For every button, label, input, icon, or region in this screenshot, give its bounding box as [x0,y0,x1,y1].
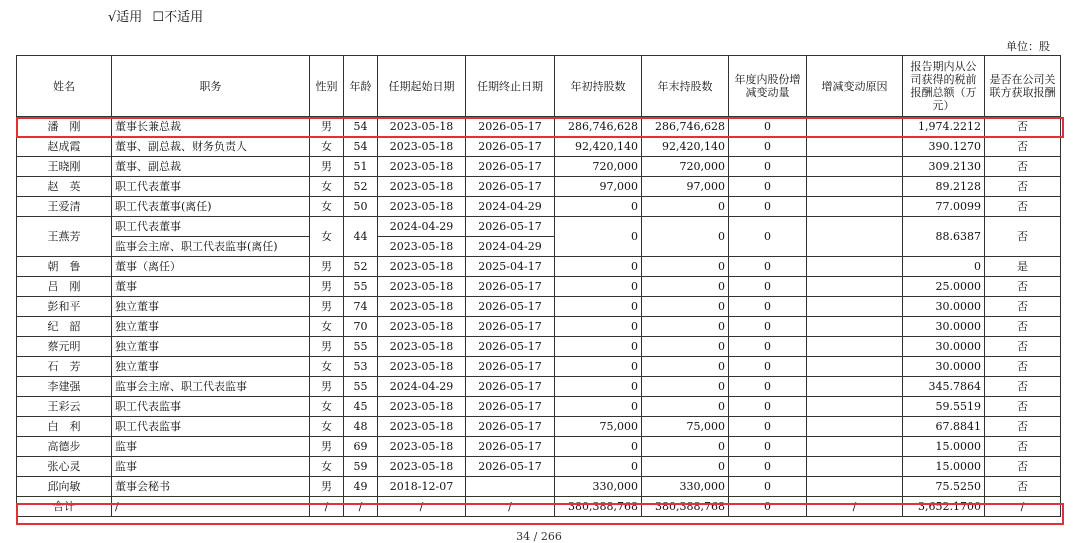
cell-change: 0 [729,137,807,157]
cell-end-shares: 0 [642,377,729,397]
cell-start: 2023-05-18 [378,357,466,377]
cell-change: 0 [729,177,807,197]
cell-start: 2023-05-18 [378,437,466,457]
cell-end-shares: 0 [642,217,729,257]
cell-related: 否 [985,297,1061,317]
cell-change: 0 [729,477,807,497]
cell-begin-shares: 0 [555,337,642,357]
cell-title: 董事、副总裁、财务负责人 [112,137,310,157]
cell-change: 0 [729,317,807,337]
table-row [17,297,1061,317]
cell-reason [807,157,903,177]
table-row [17,377,1061,397]
shareholding-table [16,55,1061,517]
cell-reason [807,277,903,297]
cell-start: 2023-05-18 [378,277,466,297]
cell-gender: 女 [310,317,344,337]
cell-start: 2023-05-18 [378,117,466,137]
cell-start: 2023-05-18 [378,257,466,277]
table-row [17,157,1061,177]
cell-gender: 女 [310,457,344,477]
cell-related: 否 [985,277,1061,297]
cell-start: 2023-05-18 [378,417,466,437]
cell-reason [807,337,903,357]
cell-end-shares: 330,000 [642,477,729,497]
cell-pay: 30.0000 [903,297,985,317]
cell-related: 否 [985,477,1061,497]
cell-name: 赵成霞 [17,137,112,157]
cell-end: 2026-05-17 [466,177,555,197]
cell-begin-shares: 0 [555,217,642,257]
cell-begin-shares: 380,388,768 [555,497,642,517]
cell-pay: 25.0000 [903,277,985,297]
cell-gender: 男 [310,337,344,357]
cell-name: 王爱清 [17,197,112,217]
cell-pay: 0 [903,257,985,277]
cell-begin-shares: 0 [555,397,642,417]
cell-title: 独立董事 [112,317,310,337]
cell-begin-shares: 0 [555,317,642,337]
cell-end-shares: 0 [642,317,729,337]
column-header: 职务 [112,56,310,117]
table-row [17,177,1061,197]
cell-gender: 男 [310,377,344,397]
cell-end: 2026-05-17 [466,317,555,337]
cell-pay: 390.1270 [903,137,985,157]
cell-gender: 女 [310,417,344,437]
cell-begin-shares: 0 [555,197,642,217]
cell-name: 潘 刚 [17,117,112,137]
cell-title: 独立董事 [112,297,310,317]
cell-related: / [985,497,1061,517]
cell-age: 59 [344,457,378,477]
cell-end: 2026-05-17 [466,217,555,237]
cell-start: 2023-05-18 [378,457,466,477]
cell-related: 否 [985,397,1061,417]
cell-age: 74 [344,297,378,317]
table-row [17,277,1061,297]
cell-gender: 女 [310,197,344,217]
cell-related: 否 [985,177,1061,197]
cell-related: 否 [985,157,1061,177]
cell-name: 吕 刚 [17,277,112,297]
cell-gender: 女 [310,177,344,197]
cell-end [466,477,555,497]
cell-reason [807,477,903,497]
cell-end: 2026-05-17 [466,457,555,477]
cell-age: 55 [344,377,378,397]
cell-end-shares: 75,000 [642,417,729,437]
cell-start: 2023-05-18 [378,137,466,157]
cell-pay: 1,974.2212 [903,117,985,137]
cell-age: 55 [344,277,378,297]
cell-title: / [112,497,310,517]
cell-title: 董事 [112,277,310,297]
cell-end-shares: 0 [642,337,729,357]
cell-end-shares: 720,000 [642,157,729,177]
cell-related: 否 [985,117,1061,137]
cell-reason [807,457,903,477]
cell-end-shares: 0 [642,437,729,457]
cell-change: 0 [729,297,807,317]
cell-related: 否 [985,137,1061,157]
table-body [17,117,1061,517]
cell-start: 2023-05-18 [378,297,466,317]
cell-gender: 女 [310,217,344,257]
cell-gender: 男 [310,117,344,137]
cell-name: 邱向敏 [17,477,112,497]
total-row [17,497,1061,517]
cell-pay: 30.0000 [903,317,985,337]
cell-pay: 15.0000 [903,457,985,477]
cell-change: 0 [729,377,807,397]
column-header: 报告期内从公司获得的税前报酬总额（万元） [903,56,985,117]
cell-start: 2023-05-18 [378,197,466,217]
cell-reason [807,137,903,157]
cell-reason [807,197,903,217]
cell-name: 赵 英 [17,177,112,197]
applicable-checked: √适用 [108,10,143,25]
cell-age: 52 [344,257,378,277]
cell-age: 45 [344,397,378,417]
cell-reason [807,417,903,437]
cell-title: 董事长兼总裁 [112,117,310,137]
cell-age: 49 [344,477,378,497]
cell-begin-shares: 720,000 [555,157,642,177]
cell-name: 张心灵 [17,457,112,477]
cell-title: 职工代表董事 [112,217,310,237]
cell-gender: 女 [310,397,344,417]
cell-end-shares: 97,000 [642,177,729,197]
cell-age: 52 [344,177,378,197]
cell-age: 50 [344,197,378,217]
cell-related: 否 [985,217,1061,257]
cell-pay: 345.7864 [903,377,985,397]
cell-begin-shares: 97,000 [555,177,642,197]
cell-end-shares: 0 [642,457,729,477]
cell-pay: 77.0099 [903,197,985,217]
cell-name: 王彩云 [17,397,112,417]
cell-related: 否 [985,377,1061,397]
cell-end-shares: 0 [642,197,729,217]
table-row [17,217,1061,237]
cell-begin-shares: 286,746,628 [555,117,642,137]
cell-age: 48 [344,417,378,437]
cell-title: 独立董事 [112,337,310,357]
column-header: 增减变动原因 [807,56,903,117]
cell-age: 44 [344,217,378,257]
cell-begin-shares: 0 [555,277,642,297]
unit-label: 单位：股 [1006,40,1050,53]
cell-title: 监事会主席、职工代表监事 [112,377,310,397]
cell-name: 合计 [17,497,112,517]
column-header: 年度内股份增减变动量 [729,56,807,117]
cell-gender: 女 [310,357,344,377]
cell-end-shares: 0 [642,257,729,277]
column-header: 任期终止日期 [466,56,555,117]
cell-change: 0 [729,417,807,437]
cell-start: / [378,497,466,517]
cell-end: / [466,497,555,517]
cell-name: 朝 鲁 [17,257,112,277]
column-header: 年末持股数 [642,56,729,117]
cell-title: 董事会秘书 [112,477,310,497]
cell-end: 2026-05-17 [466,277,555,297]
header-row [17,56,1061,117]
cell-start: 2023-05-18 [378,397,466,417]
cell-related: 否 [985,437,1061,457]
cell-age: 51 [344,157,378,177]
table-row [17,357,1061,377]
cell-age: 70 [344,317,378,337]
cell-name: 彭和平 [17,297,112,317]
cell-change: 0 [729,437,807,457]
column-header: 性别 [310,56,344,117]
cell-pay: 30.0000 [903,357,985,377]
cell-age: 69 [344,437,378,457]
column-header: 任期起始日期 [378,56,466,117]
cell-start: 2018-12-07 [378,477,466,497]
cell-begin-shares: 0 [555,297,642,317]
cell-pay: 309.2130 [903,157,985,177]
cell-reason [807,317,903,337]
applicable-unchecked: ☐不适用 [152,10,204,25]
cell-pay: 89.2128 [903,177,985,197]
table-row [17,417,1061,437]
cell-end: 2026-05-17 [466,117,555,137]
cell-begin-shares: 0 [555,357,642,377]
cell-gender: / [310,497,344,517]
cell-end-shares: 0 [642,357,729,377]
table-row [17,397,1061,417]
cell-change: 0 [729,337,807,357]
cell-end: 2024-04-29 [466,237,555,257]
column-header: 姓名 [17,56,112,117]
cell-pay: 88.6387 [903,217,985,257]
cell-age: 54 [344,137,378,157]
table-row [17,477,1061,497]
cell-related: 否 [985,317,1061,337]
cell-gender: 女 [310,137,344,157]
cell-start: 2024-04-29 [378,217,466,237]
cell-end: 2026-05-17 [466,397,555,417]
cell-change: 0 [729,397,807,417]
cell-end: 2026-05-17 [466,417,555,437]
cell-age: 54 [344,117,378,137]
cell-name: 蔡元明 [17,337,112,357]
cell-start: 2023-05-18 [378,317,466,337]
cell-reason [807,357,903,377]
cell-name: 王晓刚 [17,157,112,177]
cell-title: 监事会主席、职工代表监事(离任) [112,237,310,257]
cell-reason [807,217,903,257]
cell-change: 0 [729,277,807,297]
cell-gender: 男 [310,157,344,177]
cell-end: 2026-05-17 [466,137,555,157]
cell-reason [807,377,903,397]
cell-reason [807,257,903,277]
cell-pay: 59.5519 [903,397,985,417]
cell-begin-shares: 0 [555,437,642,457]
cell-title: 董事、副总裁 [112,157,310,177]
cell-reason [807,297,903,317]
table-row [17,117,1061,137]
cell-change: 0 [729,497,807,517]
cell-name: 高德步 [17,437,112,457]
cell-start: 2023-05-18 [378,157,466,177]
cell-end: 2026-05-17 [466,377,555,397]
cell-title: 职工代表监事 [112,397,310,417]
cell-end-shares: 0 [642,277,729,297]
table-row [17,137,1061,157]
cell-change: 0 [729,117,807,137]
cell-end-shares: 380,388,768 [642,497,729,517]
cell-begin-shares: 75,000 [555,417,642,437]
cell-gender: 男 [310,297,344,317]
cell-name: 白 利 [17,417,112,437]
cell-end-shares: 286,746,628 [642,117,729,137]
column-header: 是否在公司关联方获取报酬 [985,56,1061,117]
cell-title: 监事 [112,457,310,477]
cell-gender: 男 [310,257,344,277]
cell-name: 王燕芳 [17,217,112,257]
cell-end: 2025-04-17 [466,257,555,277]
cell-change: 0 [729,197,807,217]
cell-change: 0 [729,157,807,177]
cell-pay: 30.0000 [903,337,985,357]
table-row [17,197,1061,217]
cell-gender: 男 [310,277,344,297]
cell-start: 2024-04-29 [378,377,466,397]
cell-pay: 75.5250 [903,477,985,497]
cell-reason: / [807,497,903,517]
cell-start: 2023-05-18 [378,337,466,357]
cell-change: 0 [729,257,807,277]
cell-title: 独立董事 [112,357,310,377]
table-row [17,317,1061,337]
cell-name: 石 芳 [17,357,112,377]
cell-begin-shares: 0 [555,457,642,477]
column-header: 年龄 [344,56,378,117]
cell-end-shares: 0 [642,397,729,417]
table-row [17,337,1061,357]
cell-change: 0 [729,457,807,477]
cell-end: 2026-05-17 [466,157,555,177]
cell-change: 0 [729,357,807,377]
cell-reason [807,437,903,457]
cell-related: 否 [985,457,1061,477]
cell-related: 否 [985,417,1061,437]
cell-title: 职工代表董事(离任) [112,197,310,217]
cell-title: 职工代表董事 [112,177,310,197]
cell-pay: 15.0000 [903,437,985,457]
cell-begin-shares: 330,000 [555,477,642,497]
page-number: 34 / 266 [516,530,562,543]
cell-end: 2026-05-17 [466,297,555,317]
cell-name: 李建强 [17,377,112,397]
cell-begin-shares: 92,420,140 [555,137,642,157]
cell-related: 否 [985,197,1061,217]
cell-pay: 3,652.1700 [903,497,985,517]
cell-related: 否 [985,357,1061,377]
cell-title: 董事（离任） [112,257,310,277]
cell-related: 是 [985,257,1061,277]
cell-age: 53 [344,357,378,377]
cell-gender: 男 [310,477,344,497]
cell-title: 职工代表监事 [112,417,310,437]
cell-reason [807,117,903,137]
cell-start: 2023-05-18 [378,237,466,257]
cell-related: 否 [985,337,1061,357]
cell-change: 0 [729,217,807,257]
cell-end: 2026-05-17 [466,357,555,377]
cell-title: 监事 [112,437,310,457]
cell-pay: 67.8841 [903,417,985,437]
cell-end: 2026-05-17 [466,437,555,457]
cell-begin-shares: 0 [555,257,642,277]
table-row [17,437,1061,457]
cell-end: 2026-05-17 [466,337,555,357]
cell-end-shares: 0 [642,297,729,317]
cell-age: 55 [344,337,378,357]
cell-age: / [344,497,378,517]
cell-gender: 男 [310,437,344,457]
cell-end-shares: 92,420,140 [642,137,729,157]
column-header: 年初持股数 [555,56,642,117]
table-row [17,257,1061,277]
applicable-options [108,6,209,25]
cell-start: 2023-05-18 [378,177,466,197]
table-row [17,457,1061,477]
cell-begin-shares: 0 [555,377,642,397]
cell-end: 2024-04-29 [466,197,555,217]
cell-reason [807,397,903,417]
cell-reason [807,177,903,197]
cell-name: 纪 韶 [17,317,112,337]
